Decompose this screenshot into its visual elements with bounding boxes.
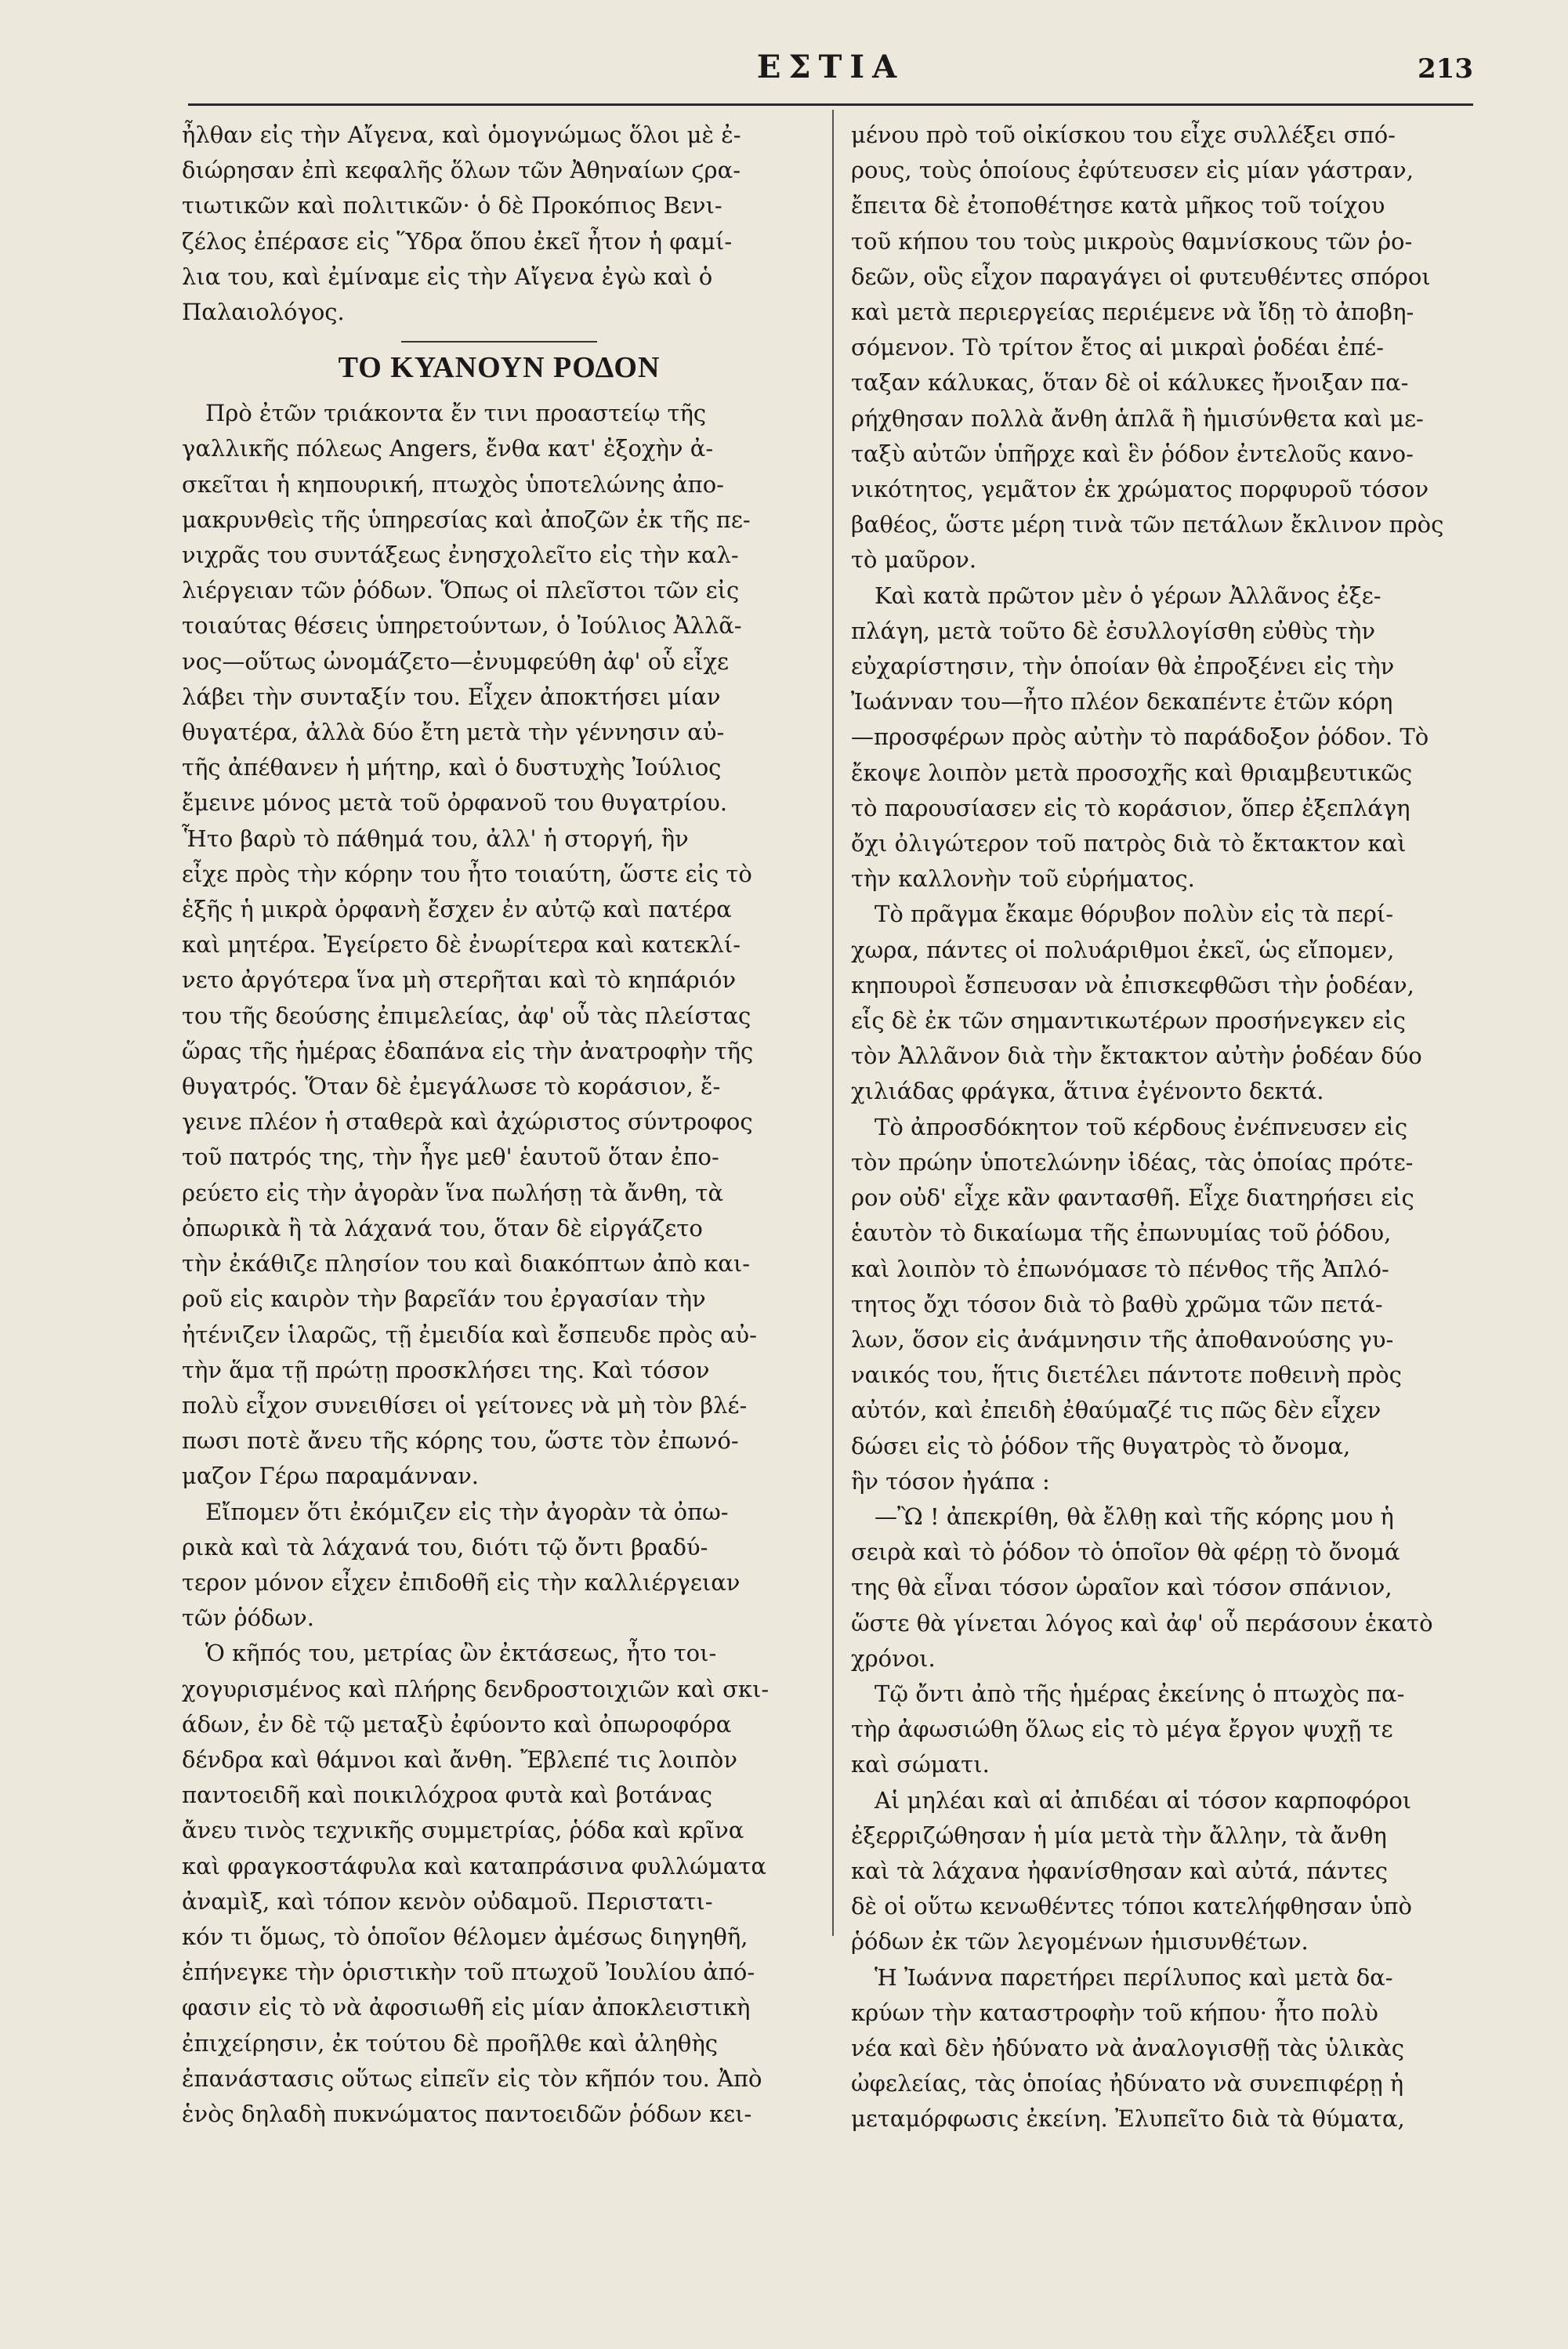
body-paragraph: Καὶ κατὰ πρῶτον μὲν ὁ γέρων Ἀλλᾶνος ἐξε- πλάγη, μετὰ τοῦτο δὲ ἐσυλλογίσθη εὐθὺς τὴν εὐχαρίστησιν, τὴν ὁποίαν θὰ ἐπροξένει εἰς τὴν Ἰωάνναν του—ἦτο πλέον δεκαπέντε ἐτῶν κόρη —προσφέρων πρὸς αὐτὴν τὸ παράδοξον ῥόδον. Τὸ ἔκοψε λοιπὸν μετὰ προσοχῆς καὶ θριαμβευτικῶς τὸ παρουσίασεν εἰς τὸ κοράσιον, ὅπερ ἐξεπλάγη ὄχι ὀλιγώτερον τοῦ πατρὸς διὰ τὸ ἔκτακτον καὶ τὴν καλλονὴν τοῦ εὑρήματος. (851, 582, 1429, 893)
body-paragraph: —Ὢ ! ἀπεκρίθη, θὰ ἔλθῃ καὶ τῆς κόρης μου ἡ σειρὰ καὶ τὸ ῥόδον τὸ ὁποῖον θὰ φέρῃ τὸ ὄνομά της θὰ εἶναι τόσον ὡραῖον καὶ τόσον σπάνιον, ὥστε θὰ γίνεται λόγος καὶ ἀφ' οὗ περάσουν ἑκατὸ χρόνοι. (851, 1503, 1433, 1672)
body-paragraph: μένου πρὸ τοῦ οἰκίσκου του εἶχε συλλέξει σπό- ρους, τοὺς ὁποίους ἐφύτευσεν εἰς μίαν γάστραν, ἔπειτα δὲ ἐτοποθέτησε κατὰ μῆκος τοῦ τοίχου τοῦ κήπου του τοὺς μικροὺς θαμνίσκους τῶν ῥο- δεῶν, οὓς εἶχον παραγάγει οἱ φυτευθέντες σπόροι καὶ μετὰ περιεργείας περιέμενε νὰ ἴδῃ τὸ ἀποβη- σόμενον. Τὸ τρίτον ἔτος αἱ μικραὶ ῥοδέαι ἐπέ- ταξαν κάλυκας, ὅταν δὲ οἱ κάλυκες ἤνοιξαν πα- ρήχθησαν πολλὰ ἄνθη ἁπλᾶ ἢ ἡμισύνθετα καὶ με- ταξὺ αὐτῶν ὑπῆρχε καὶ ἓν ῥόδον ἐντελοῦς κανο- νικότητος, γεμᾶτον ἐκ χρώματος πορφυροῦ τόσον βαθέος, ὥστε μέρη τινὰ τῶν πετάλων ἔκλινον πρὸς τὸ μαῦρον. (851, 121, 1444, 574)
column-divider (832, 110, 834, 1936)
body-paragraph: Τὸ ἀπροσδόκητον τοῦ κέρδους ἐνέπνευσεν εἰς τὸν πρώην ὑποτελώνην ἰδέας, τὰς ὁποίας πρότε- ρον οὐδ' εἶχε κἂν φαντασθῆ. Εἶχε διατηρήσει εἰς ἑαυτὸν τὸ δικαίωμα τῆς ἐπωνυμίας τοῦ ῥόδου, καὶ λοιπὸν τὸ ἐπωνόμασε τὸ πένθος τῆς Ἀπλό- τητος ὄχι τόσον διὰ τὸ βαθὺ χρῶμα τῶν πετά- λων, ὅσον εἰς ἀνάμνησιν τῆς ἀποθανούσης γυ- ναικός του, ἥτις διετέλει πάντοτε ποθεινὴ πρὸς αὐτόν, καὶ ἐπειδὴ ἐθαύμαζέ τις πῶς δὲν εἶχεν δώσει εἰς τὸ ῥόδον τῆς θυγατρὸς τὸ ὄνομα, ἣν τόσον ἠγάπα : (851, 1113, 1414, 1495)
title-rule (401, 341, 597, 343)
intro-paragraph: ἦλθαν εἰς τὴν Αἴγενα, καὶ ὁμογνώμως ὅλοι μὲ ἐ- διώρησαν ἐπὶ κεφαλῆς ὅλων τῶν Ἀθηναίων ϛρα- τιωτικῶν καὶ πολιτικῶν· ὁ δὲ Προκόπιος Βενι- ζέλος ἐπέρασε εἰς Ὕδρα ὅπου ἐκεῖ ἦτον ἡ φαμί- λια του, καὶ ἐμίναμε εἰς τὴν Αἴγενα ἐγὼ καὶ ὁ Παλαιολόγος. (182, 121, 741, 326)
article-title: ΤΟ ΚΥΑΝΟΥΝ ΡΟΔΟΝ (338, 351, 661, 385)
running-head (188, 49, 1473, 103)
page-number: 213 (1418, 53, 1473, 85)
body-paragraph: Τὸ πρᾶγμα ἔκαμε θόρυβον πολὺν εἰς τὰ περί- χωρα, πάντες οἱ πολυάριθμοι ἐκεῖ, ὡς εἴπομεν, κηπουροὶ ἔσπευσαν νὰ ἐπισκεφθῶσι τὴν ῥοδέαν, εἷς δὲ ἐκ τῶν σημαντικωτέρων προσήνεγκεν εἰς τὸν Ἀλλᾶνον διὰ τὴν ἔκτακτον αὐτὴν ῥοδέαν δύο χιλιάδας φράγκα, ἅτινα ἐγένοντο δεκτά. (851, 901, 1422, 1105)
body-paragraph: Τῷ ὄντι ἀπὸ τῆς ἡμέρας ἐκείνης ὁ πτωχὸς πα- τὴρ ἀφωσιώθη ὅλως εἰς τὸ μέγα ἔργον ψυχῇ τε καὶ σώματι. (851, 1680, 1405, 1778)
left-column (182, 118, 817, 2132)
journal-name: ΕΣΤΙΑ (756, 49, 905, 85)
body-paragraph: Ἡ Ἰωάννα παρετήρει περίλυπος καὶ μετὰ δα- κρύων τὴν καταστροφὴν τοῦ κήπου· ἦτο πολὺ νέα καὶ δὲν ἠδύνατο νὰ ἀναλογισθῇ τὰς ὑλικὰς ὠφελείας, τὰς ὁποίας ἠδύνατο νὰ συνεπιφέρῃ ἡ μεταμόρφωσις ἐκείνη. Ἐλυπεῖτο διὰ τὰ θύματα, (851, 1963, 1405, 2133)
body-paragraph: Πρὸ ἐτῶν τριάκοντα ἔν τινι προαστείῳ τῆς γαλλικῆς πόλεως Angers, ἔνθα κατ' ἐξοχὴν ἀ- σκεῖται ἡ κηπουρική, πτωχὸς ὑποτελώνης ἀπο- μακρυνθεὶς τῆς ὑπηρεσίας καὶ ἀποζῶν ἐκ τῆς πε- νιχρᾶς του συντάξεως ἐνησχολεῖτο εἰς τὴν καλ- λιέργειαν τῶν ῥόδων. Ὅπως οἱ πλεῖστοι τῶν εἰς τοιαύτας θέσεις ὑπηρετούντων, ὁ Ἰούλιος Ἀλλᾶ- νος—οὕτως ὠνομάζετο—ἐνυμφεύθη ἀφ' οὗ εἶχε λάβει τὴν συνταξίν του. Εἶχεν ἀποκτήσει μίαν θυγατέρα, ἀλλὰ δύο ἔτη μετὰ τὴν γέννησιν αὐ- τῆς ἀπέθανεν ἡ μήτηρ, καὶ ὁ δυστυχὴς Ἰούλιος ἔμεινε μόνος μετὰ τοῦ ὀρφανοῦ του θυγατρίου. Ἧτο βαρὺ τὸ πάθημά του, ἀλλ' ἡ στοργή, ἣν εἶχε πρὸς τὴν κόρην του ἦτο τοιαύτη, ὥστε εἰς τὸ ἑξῆς ἡ μικρὰ ὀρφανὴ ἔσχεν ἐν αὐτῷ καὶ πατέρα καὶ μητέρα. Ἐγείρετο δὲ ἐνωρίτερα καὶ κατεκλί- νετο ἀργότερα ἵνα μὴ στερῆται καὶ τὸ κηπάριόν του τῆς δεούσης ἐπιμελείας, ἀφ' οὗ τὰς πλείστας ὥρας τῆς ἡμέρας ἐδαπάνα εἰς τὴν ἀνατροφὴν τῆς θυγατρός. Ὅταν δὲ ἐμεγάλωσε τὸ κοράσιον, ἔ- γεινε πλέον ἡ σταθερὰ καὶ ἀχώριστος σύντροφος τοῦ πατρός της, τὴν ἦγε μεθ' ἑαυτοῦ ὅταν ἐπο- ρεύετο εἰς τὴν ἀγορὰν ἵνα πωλήσῃ τὰ ἄνθη, τὰ ὀπωρικὰ ἢ τὰ λάχανά του, ὅταν δὲ εἰργάζετο τὴν ἐκάθιζε πλησίον του καὶ διακόπτων ἀπὸ και- ροῦ εἰς καιρὸν τὴν βαρεῖάν του ἐργασίαν τὴν ἠτένιζεν ἱλαρῶς, τῇ ἐμειδία καὶ ἔσπευδε πρὸς αὐ- τὴν ἅμα τῇ πρώτῃ προσκλήσει της. Καὶ τόσον πολὺ εἶχον συνειθίσει οἱ γείτονες νὰ μὴ τὸν βλέ- πωσι ποτὲ ἄνευ τῆς κόρης του, ὥστε τὸν ἐπωνό- μαζον Γέρω παραμάνναν. (182, 400, 757, 1490)
body-paragraph: Εἴπομεν ὅτι ἐκόμιζεν εἰς τὴν ἀγορὰν τὰ ὀπω- ρικὰ καὶ τὰ λάχανά του, διότι τῷ ὄντι βραδύ- τερον μόνον εἶχεν ἐπιδοθῆ εἰς τὴν καλλιέργειαν τῶν ῥόδων. (182, 1498, 741, 1632)
body-paragraph: Αἱ μηλέαι καὶ αἱ ἀπιδέαι αἱ τόσον καρποφόροι ἐξερριζώθησαν ἡ μία μετὰ τὴν ἄλλην, τὰ ἄνθη καὶ τὰ λάχανα ἠφανίσθησαν καὶ αὐτά, πάντες δὲ οἱ οὕτω κενωθέντες τόποι κατελήφθησαν ὑπὸ ῥόδων ἐκ τῶν λεγομένων ἡμισυνθέτων. (851, 1786, 1413, 1956)
header-rule (188, 103, 1473, 106)
body-paragraph: Ὁ κῆπός του, μετρίας ὢν ἐκτάσεως, ἦτο τοι- χογυρισμένος καὶ πλήρης δενδροστοιχιῶν καὶ σκι- άδων, ἐν δὲ τῷ μεταξὺ ἐφύοντο καὶ ὀπωροφόρα δένδρα καὶ θάμνοι καὶ ἄνθη. Ἔβλεπέ τις λοιπὸν παντοειδῆ καὶ ποικιλόχροα φυτὰ καὶ βοτάνας ἄνευ τινὸς τεχνικῆς συμμετρίας, ῥόδα καὶ κρῖνα καὶ φραγκοστάφυλα καὶ καταπράσινα φυλλώματα ἀναμὶξ, καὶ τόπον κενὸν οὐδαμοῦ. Περιστατι- κόν τι ὅμως, τὸ ὁποῖον θέλομεν ἀμέσως διηγηθῆ, ἐπήνεγκε τὴν ὁριστικὴν τοῦ πτωχοῦ Ἰουλίου ἀπό- φασιν εἰς τὸ νὰ ἀφοσιωθῆ εἰς μίαν ἀποκλειστικὴ ἐπιχείρησιν, ἐκ τούτου δὲ προῆλθε καὶ ἀληθὴς ἐπανάστασις οὕτως εἰπεῖν εἰς τὸν κῆπόν του. Ἀπὸ ἑνὸς δηλαδὴ πυκνώματος παντοειδῶν ῥόδων κει- (182, 1640, 770, 2127)
right-column (851, 118, 1486, 2137)
